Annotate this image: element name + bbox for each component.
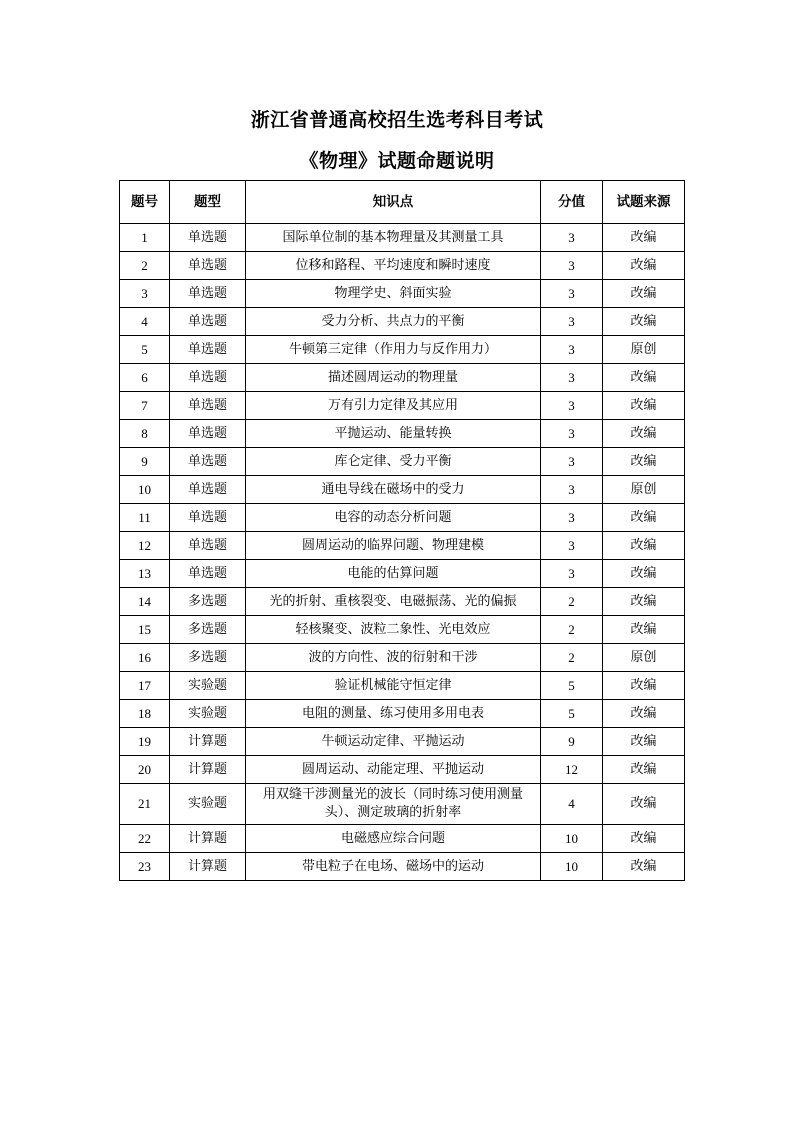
cell-number: 12 xyxy=(120,532,170,560)
table-row xyxy=(120,308,685,336)
cell-score: 12 xyxy=(541,756,603,784)
cell-source: 改编 xyxy=(603,448,685,476)
cell-source: 改编 xyxy=(603,504,685,532)
cell-topic: 轻核聚变、波粒二象性、光电效应 xyxy=(246,616,541,644)
cell-source: 改编 xyxy=(603,364,685,392)
cell-topic: 圆周运动、动能定理、平抛运动 xyxy=(246,756,541,784)
table-row xyxy=(120,700,685,728)
document-subtitle: 《物理》试题命题说明 xyxy=(299,150,495,172)
cell-number: 16 xyxy=(120,644,170,672)
cell-source: 改编 xyxy=(603,728,685,756)
cell-number: 23 xyxy=(120,853,170,881)
cell-number: 14 xyxy=(120,588,170,616)
cell-number: 15 xyxy=(120,616,170,644)
cell-type: 多选题 xyxy=(170,588,246,616)
table-row xyxy=(120,476,685,504)
cell-number: 9 xyxy=(120,448,170,476)
table-row xyxy=(120,560,685,588)
cell-topic: 验证机械能守恒定律 xyxy=(246,672,541,700)
cell-score: 10 xyxy=(541,825,603,853)
cell-number: 4 xyxy=(120,308,170,336)
header-type: 题型 xyxy=(170,181,246,224)
cell-topic: 物理学史、斜面实验 xyxy=(246,280,541,308)
cell-number: 1 xyxy=(120,224,170,252)
exam-spec-table xyxy=(119,180,685,881)
cell-topic: 电阻的测量、练习使用多用电表 xyxy=(246,700,541,728)
cell-number: 11 xyxy=(120,504,170,532)
table-row xyxy=(120,784,685,825)
cell-type: 计算题 xyxy=(170,756,246,784)
table-row xyxy=(120,420,685,448)
table-body xyxy=(120,224,685,881)
table-row xyxy=(120,644,685,672)
cell-topic: 描述圆周运动的物理量 xyxy=(246,364,541,392)
cell-topic: 平抛运动、能量转换 xyxy=(246,420,541,448)
header-number: 题号 xyxy=(120,181,170,224)
cell-type: 计算题 xyxy=(170,853,246,881)
cell-type: 单选题 xyxy=(170,224,246,252)
table-row xyxy=(120,392,685,420)
cell-number: 5 xyxy=(120,336,170,364)
cell-number: 17 xyxy=(120,672,170,700)
cell-topic: 库仑定律、受力平衡 xyxy=(246,448,541,476)
cell-number: 8 xyxy=(120,420,170,448)
cell-topic: 万有引力定律及其应用 xyxy=(246,392,541,420)
cell-score: 9 xyxy=(541,728,603,756)
cell-score: 3 xyxy=(541,532,603,560)
cell-source: 改编 xyxy=(603,532,685,560)
cell-number: 20 xyxy=(120,756,170,784)
cell-score: 3 xyxy=(541,560,603,588)
cell-number: 13 xyxy=(120,560,170,588)
cell-type: 单选题 xyxy=(170,364,246,392)
cell-type: 单选题 xyxy=(170,280,246,308)
table-row xyxy=(120,224,685,252)
cell-source: 改编 xyxy=(603,280,685,308)
table-row xyxy=(120,252,685,280)
cell-number: 6 xyxy=(120,364,170,392)
cell-source: 原创 xyxy=(603,644,685,672)
cell-topic: 位移和路程、平均速度和瞬时速度 xyxy=(246,252,541,280)
cell-type: 单选题 xyxy=(170,560,246,588)
table-row xyxy=(120,672,685,700)
cell-type: 单选题 xyxy=(170,504,246,532)
cell-number: 7 xyxy=(120,392,170,420)
cell-source: 改编 xyxy=(603,784,685,825)
cell-source: 改编 xyxy=(603,224,685,252)
cell-topic: 电磁感应综合问题 xyxy=(246,825,541,853)
cell-score: 3 xyxy=(541,504,603,532)
cell-score: 2 xyxy=(541,588,603,616)
cell-type: 实验题 xyxy=(170,672,246,700)
cell-type: 单选题 xyxy=(170,476,246,504)
cell-score: 3 xyxy=(541,476,603,504)
cell-type: 单选题 xyxy=(170,420,246,448)
cell-topic: 用双缝干涉测量光的波长（同时练习使用测量头）、测定玻璃的折射率 xyxy=(246,784,541,825)
cell-topic: 带电粒子在电场、磁场中的运动 xyxy=(246,853,541,881)
cell-source: 改编 xyxy=(603,825,685,853)
table-row xyxy=(120,364,685,392)
cell-topic: 牛顿运动定律、平抛运动 xyxy=(246,728,541,756)
cell-source: 改编 xyxy=(603,560,685,588)
cell-score: 3 xyxy=(541,224,603,252)
cell-type: 单选题 xyxy=(170,532,246,560)
cell-source: 原创 xyxy=(603,336,685,364)
table-row xyxy=(120,756,685,784)
table-row xyxy=(120,728,685,756)
cell-score: 2 xyxy=(541,644,603,672)
cell-type: 单选题 xyxy=(170,308,246,336)
table-row xyxy=(120,336,685,364)
cell-source: 改编 xyxy=(603,853,685,881)
cell-topic: 电能的估算问题 xyxy=(246,560,541,588)
cell-number: 3 xyxy=(120,280,170,308)
table-row xyxy=(120,825,685,853)
cell-source: 改编 xyxy=(603,700,685,728)
cell-topic: 牛顿第三定律（作用力与反作用力） xyxy=(246,336,541,364)
cell-topic: 光的折射、重核裂变、电磁振荡、光的偏振 xyxy=(246,588,541,616)
cell-source: 改编 xyxy=(603,756,685,784)
table-row xyxy=(120,280,685,308)
cell-source: 改编 xyxy=(603,420,685,448)
cell-topic: 电容的动态分析问题 xyxy=(246,504,541,532)
table-row xyxy=(120,532,685,560)
cell-score: 3 xyxy=(541,392,603,420)
cell-source: 改编 xyxy=(603,588,685,616)
cell-topic: 通电导线在磁场中的受力 xyxy=(246,476,541,504)
cell-score: 4 xyxy=(541,784,603,825)
cell-score: 3 xyxy=(541,280,603,308)
cell-type: 单选题 xyxy=(170,336,246,364)
cell-number: 22 xyxy=(120,825,170,853)
cell-source: 改编 xyxy=(603,252,685,280)
table-header-row xyxy=(120,181,685,224)
table-row xyxy=(120,616,685,644)
table-row xyxy=(120,853,685,881)
table-row xyxy=(120,588,685,616)
table-row xyxy=(120,504,685,532)
cell-source: 改编 xyxy=(603,308,685,336)
cell-source: 改编 xyxy=(603,616,685,644)
cell-type: 多选题 xyxy=(170,616,246,644)
cell-score: 3 xyxy=(541,336,603,364)
cell-number: 21 xyxy=(120,784,170,825)
document-title: 浙江省普通高校招生选考科目考试 xyxy=(250,109,544,131)
cell-type: 单选题 xyxy=(170,252,246,280)
cell-type: 单选题 xyxy=(170,448,246,476)
cell-type: 单选题 xyxy=(170,392,246,420)
cell-score: 5 xyxy=(541,700,603,728)
cell-number: 10 xyxy=(120,476,170,504)
cell-number: 18 xyxy=(120,700,170,728)
cell-type: 多选题 xyxy=(170,644,246,672)
header-source: 试题来源 xyxy=(603,181,685,224)
cell-type: 计算题 xyxy=(170,728,246,756)
cell-number: 2 xyxy=(120,252,170,280)
cell-type: 实验题 xyxy=(170,700,246,728)
cell-type: 实验题 xyxy=(170,784,246,825)
cell-source: 改编 xyxy=(603,392,685,420)
cell-topic: 受力分析、共点力的平衡 xyxy=(246,308,541,336)
cell-score: 2 xyxy=(541,616,603,644)
cell-score: 3 xyxy=(541,252,603,280)
cell-type: 计算题 xyxy=(170,825,246,853)
cell-score: 10 xyxy=(541,853,603,881)
cell-score: 3 xyxy=(541,364,603,392)
header-score: 分值 xyxy=(541,181,603,224)
cell-topic: 国际单位制的基本物理量及其测量工具 xyxy=(246,224,541,252)
header-topic: 知识点 xyxy=(246,181,541,224)
cell-score: 3 xyxy=(541,420,603,448)
cell-score: 3 xyxy=(541,448,603,476)
table-row xyxy=(120,448,685,476)
cell-source: 改编 xyxy=(603,672,685,700)
cell-score: 3 xyxy=(541,308,603,336)
cell-score: 5 xyxy=(541,672,603,700)
cell-topic: 圆周运动的临界问题、物理建模 xyxy=(246,532,541,560)
cell-topic: 波的方向性、波的衍射和干涉 xyxy=(246,644,541,672)
cell-number: 19 xyxy=(120,728,170,756)
cell-source: 原创 xyxy=(603,476,685,504)
